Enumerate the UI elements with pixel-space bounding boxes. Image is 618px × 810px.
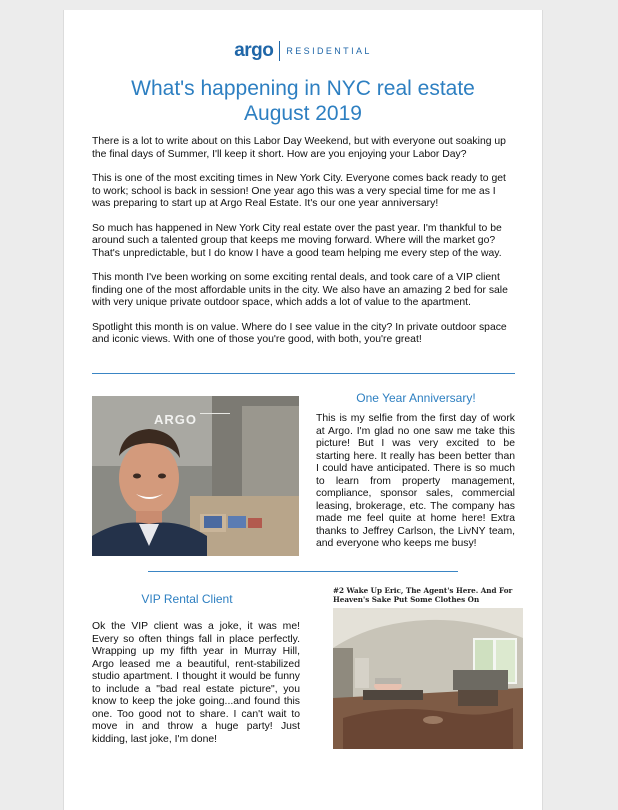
intro-paragraph: So much has happened in New York City real estate over the past year. I'm thankful to be around such a talented group that keeps me moving forward. Where will the market go? That's unpredictable, but I do know I have a good team helping me every step of the way. (92, 222, 502, 259)
logo-divider (279, 41, 280, 61)
selfie-photo (92, 396, 299, 556)
selfie-image (92, 396, 299, 556)
title-line-2: August 2019 (244, 102, 362, 125)
argo-residential-logo[interactable] (64, 40, 542, 62)
intro-paragraph: This is one of the most exciting times in New York City. Everyone comes back ready to get to work; school is back in session! One year ago this was a very special time for me as I was preparing to start up at Argo Real Estate. It's our one year anniversary! (92, 173, 506, 209)
newsletter-title (64, 76, 542, 126)
anniversary-body: This is my selfie from the first day of work at Argo. I'm glad no one saw me take this picture! But I was very excited to be starting here. It really has been better than I could have anticipated. There is so much to learn from property management, compliance, sponsor sales, commercial leasing, brokerage, etc. The company has made me feel quite at home here! Extra thanks to Jeffrey Carlson, the LivNY team, and everyone who keeps me busy! (316, 413, 515, 549)
bad-photo-caption: #2 Wake Up Eric, The Agent's Here. And For Heaven's Sake Put Some Clothes On (333, 586, 513, 604)
section-divider (92, 373, 515, 374)
newsletter-page (63, 10, 543, 810)
intro-paragraph: Spotlight this month is on value. Where do I see value in the city? In private outdoor space and iconic views. With one of those you're good, with both, you're great! (92, 321, 507, 345)
title-line-1: What's happening in NYC real estate (131, 77, 475, 100)
intro-section (92, 136, 515, 359)
vip-body: Ok the VIP client was a joke, it was me! Every so often things fall in place perfectly. Wrapping up my fifth year in Murray Hill, Argo leased me a beautiful, rent-stabilized studio apartment. I thought it would be funny to include a "bad real estate picture", you know to keep the joke going...and found this one. Too good not to share. I can't wait to move in and throw a huge party! Just kidding, last joke, I'm done! (92, 621, 300, 745)
photo-sign-text: ARGO (154, 412, 197, 427)
section-divider-short (148, 571, 458, 572)
vip-heading: VIP Rental Client (141, 592, 233, 606)
intro-paragraph: This month I've been working on some exciting rental deals, and took care of a VIP client finding one of the most affordable units in the city. We also have an amazing 2 bed for sale with very unique private outdoor space, which adds a lot of value to the apartment. (92, 272, 508, 308)
logo-subtitle: RESIDENTIAL (286, 46, 372, 56)
apartment-image (333, 608, 523, 749)
intro-paragraph: There is a lot to write about on this Labor Day Weekend, but with everyone out soaking up the final days of Summer, I'll keep it short. How are you enjoying your Labor Day? (92, 136, 506, 160)
apartment-photo (333, 608, 523, 749)
logo-brand: argo (234, 40, 274, 61)
anniversary-heading: One Year Anniversary! (356, 391, 476, 405)
